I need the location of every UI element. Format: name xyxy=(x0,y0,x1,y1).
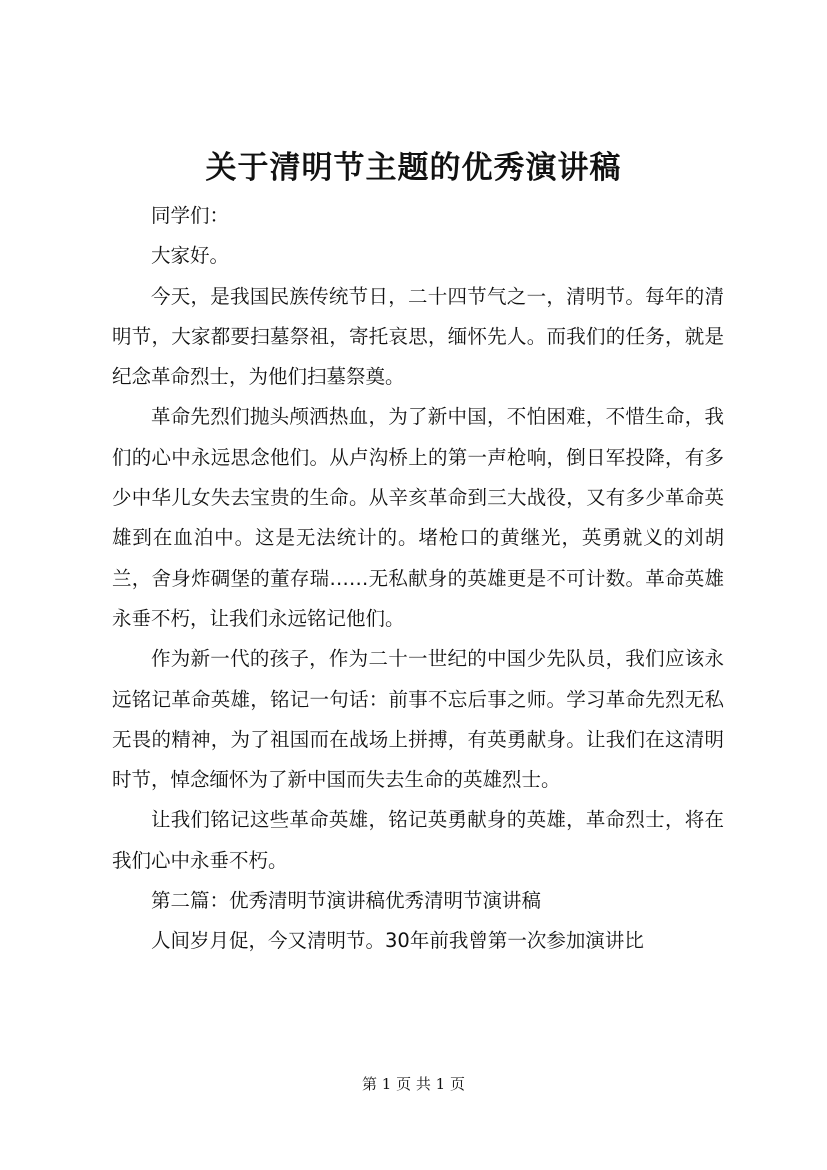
document-body xyxy=(112,196,724,962)
paragraph-intro: 今天，是我国民族传统节日，二十四节气之一，清明节。每年的清明节，大家都要扫墓祭祖，寄托哀思，缅怀先人。而我们的任务，就是纪念革命烈士，为他们扫墓祭奠。 xyxy=(112,284,724,389)
paragraph-remember: 让我们铭记这些革命英雄，铭记英勇献身的英雄，革命烈士，将在我们心中永垂不朽。 xyxy=(112,808,724,872)
paragraph-new-generation: 作为新一代的孩子，作为二十一世纪的中国少先队员，我们应该永远铭记革命英雄，铭记一句话：前事不忘后事之师。学习革命先烈无私无畏的精神，为了祖国而在战场上拼搏，有英勇献身。让我们在这清明时节，悼念缅怀为了新中国而失去生命的英雄烈士。 xyxy=(112,647,724,792)
paragraph-second-part-heading: 第二篇：优秀清明节演讲稿优秀清明节演讲稿 xyxy=(151,889,542,913)
paragraph-greeting: 同学们： xyxy=(151,204,230,227)
page-footer: 第 1 页 共 1 页 xyxy=(362,1075,465,1093)
paragraph-second-part-start: 人间岁月促，今又清明节。30年前我曾第一次参加演讲比 xyxy=(151,929,644,953)
paragraph-hello: 大家好。 xyxy=(151,244,230,268)
document-title: 关于清明节主题的优秀演讲稿 xyxy=(205,150,622,186)
paragraph-martyrs: 革命先烈们抛头颅洒热血，为了新中国，不怕困难，不惜生命，我们的心中永远思念他们。从卢沟桥上的第一声枪响，倒日军投降，有多少中华儿女失去宝贵的生命。从辛亥革命到三大战役，又有多少革命英雄到在血泊中。这是无法统计的。堵枪口的黄继光，英勇就义的刘胡兰，舍身炸碉堡的董存瑞……无私献身的英雄更是不可计数。革命英雄永垂不朽，让我们永远铭记他们。 xyxy=(112,405,724,630)
